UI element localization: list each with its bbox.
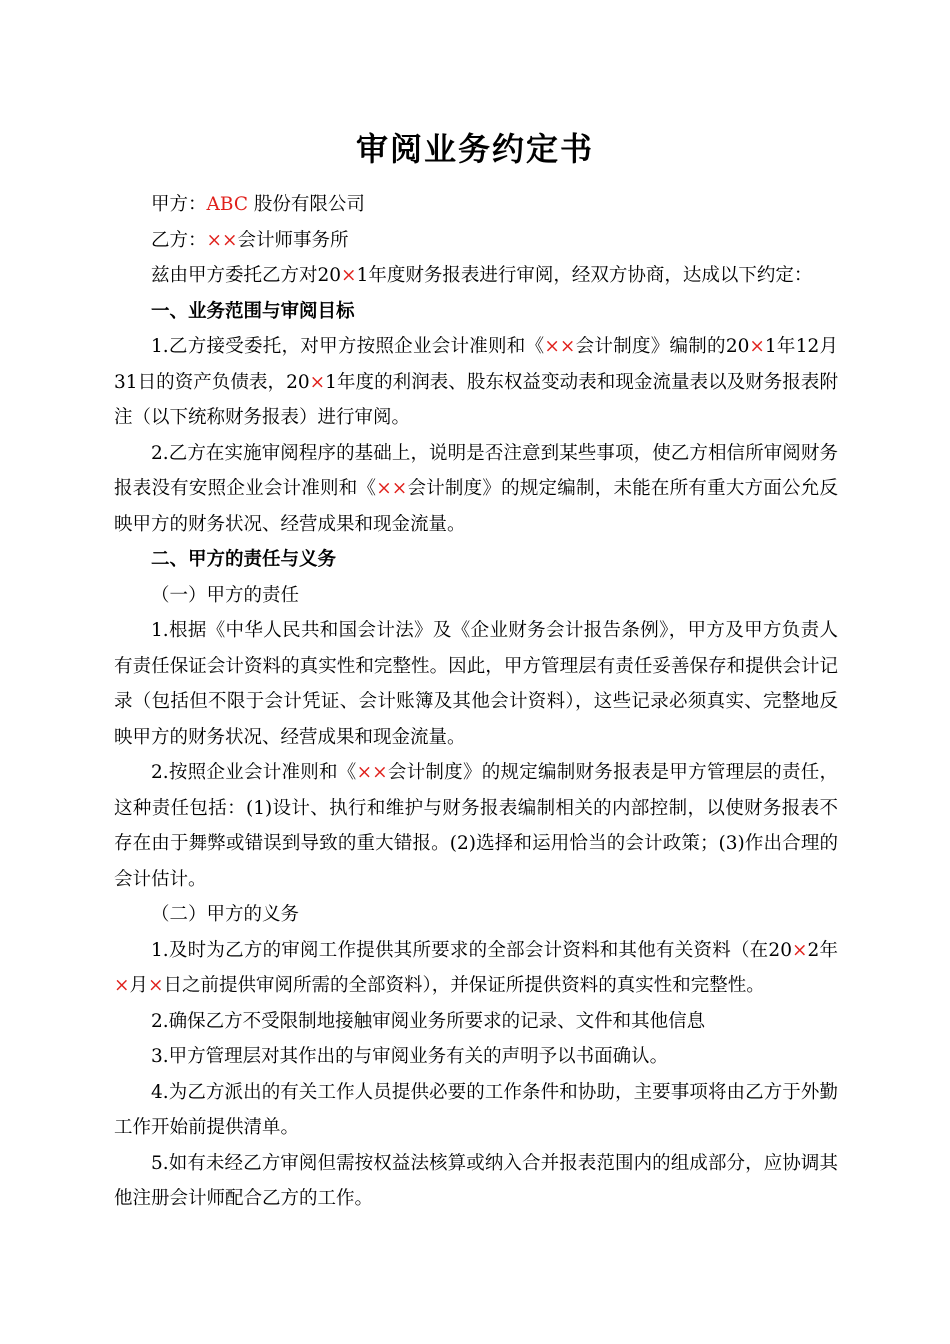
obligation-paragraph-4: 4.为乙方派出的有关工作人员提供必要的工作条件和协助，主要事项将由乙方于外勤工作开始前提供清单。 [114,1081,838,1138]
party-b-line: 乙方：××会计师事务所 [151,229,349,251]
section-1-paragraph-1: 1.乙方接受委托，对甲方按照企业会计准则和《××会计制度》编制的20×1年12月31日的资产负债表，20×1年度的利润表、股东权益变动表和现金流量表以及财务报表附注（以下统称财务报表）进行审阅。 [114,336,839,428]
section-1-heading: 一、业务范围与审阅目标 [151,300,355,322]
subsection-responsibility-heading: （一）甲方的责任 [151,584,300,606]
section-2-heading: 二、甲方的责任与义务 [151,549,337,570]
document-body [114,187,838,1217]
obligation-paragraph-5: 5.如有未经乙方审阅但需按权益法核算或纳入合并报表范围内的组成部分，应协调其他注册会计师配合乙方的工作。 [114,1152,838,1209]
party-a-line: 甲方：ABC 股份有限公司 [151,194,365,215]
section-1-paragraph-2: 2.乙方在实施审阅程序的基础上，说明是否注意到某些事项，使乙方相信所审阅财务报表没有安照企业会计准则和《××会计制度》的规定编制，未能在所有重大方面公允反映甲方的财务状况、经营成果和现金流量。 [114,442,838,535]
responsibility-paragraph-2: 2.按照企业会计准则和《××会计制度》的规定编制财务报表是甲方管理层的责任，这种责任包括：(1)设计、执行和维护与财务报表编制相关的内部控制，以使财务报表不存在由于舞弊或错误到导致的重大错报。(2)选择和运用恰当的会计政策；(3)作出合理的会计估计。 [114,762,838,890]
intro-paragraph: 兹由甲方委托乙方对20×1年度财务报表进行审阅，经双方协商，达成以下约定： [151,265,813,286]
obligation-paragraph-2: 2.确保乙方不受限制地接触审阅业务所要求的记录、文件和其他信息 [151,1010,706,1032]
obligation-paragraph-3: 3.甲方管理层对其作出的与审阅业务有关的声明予以书面确认。 [151,1046,669,1067]
document-title: 审阅业务约定书 [355,130,594,168]
obligation-paragraph-1: 1.及时为乙方的审阅工作提供其所要求的全部会计资料和其他有关资料（在20×2年×月×日之前提供审阅所需的全部资料），并保证所提供资料的真实性和完整性。 [114,939,838,996]
responsibility-paragraph-1: 1.根据《中华人民共和国会计法》及《企业财务会计报告条例》，甲方及甲方负责人有责任保证会计资料的真实性和完整性。因此，甲方管理层有责任妥善保存和提供会计记录（包括但不限于会计凭证、会计账簿及其他会计资料），这些记录必须真实、完整地反映甲方的财务状况、经营成果和现金流量。 [114,620,838,748]
subsection-obligation-heading: （二）甲方的义务 [151,904,300,925]
